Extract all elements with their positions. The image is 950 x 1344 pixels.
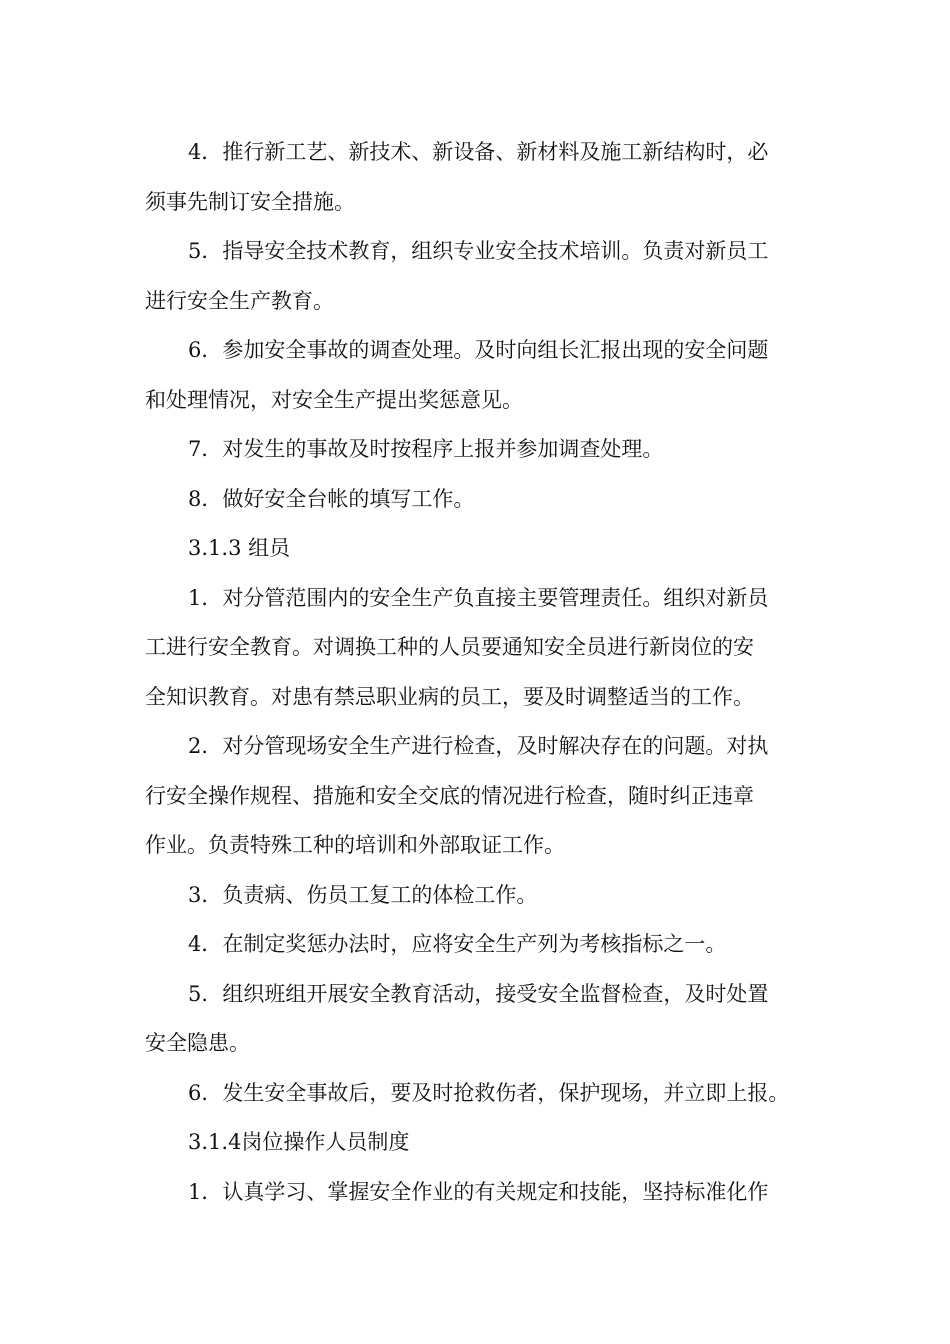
text-line: 1．对分管范围内的安全生产负直接主要管理责任。组织对新员 xyxy=(188,585,769,610)
text-line: 安全隐患。 xyxy=(145,1031,250,1055)
text-line: 工进行安全教育。对调换工种的人员要通知安全员进行新岗位的安 xyxy=(145,635,754,659)
text-line: 须事先制订安全措施。 xyxy=(145,189,355,214)
text-line: 5．组织班组开展安全教育活动，接受安全监督检查，及时处置 xyxy=(188,981,769,1006)
text-line: 6．参加安全事故的调查处理。及时向组长汇报出现的安全问题 xyxy=(188,338,769,362)
text-line: 1．认真学习、掌握安全作业的有关规定和技能，坚持标准化作 xyxy=(188,1179,769,1204)
text-line: 7．对发生的事故及时按程序上报并参加调查处理。 xyxy=(188,437,664,461)
text-line: 进行安全生产教育。 xyxy=(145,288,334,313)
text-line: 作业。负责特殊工种的培训和外部取证工作。 xyxy=(145,833,565,857)
text-line: 8．做好安全台帐的填写工作。 xyxy=(188,486,475,511)
text-line: 3．负责病、伤员工复工的体检工作。 xyxy=(188,882,538,907)
text-line: 全知识教育。对患有禁忌职业病的员工，要及时调整适当的工作。 xyxy=(145,684,754,709)
text-line: 4．在制定奖惩办法时，应将安全生产列为考核指标之一。 xyxy=(188,932,727,956)
text-line: 3.1.4岗位操作人员制度 xyxy=(188,1130,410,1154)
text-line: 5．指导安全技术教育，组织专业安全技术培训。负责对新员工 xyxy=(188,239,769,263)
text-line: 3.1.3 组员 xyxy=(188,536,291,560)
text-line: 行安全操作规程、措施和安全交底的情况进行检查，随时纠正违章 xyxy=(145,783,754,808)
text-line: 和处理情况，对安全生产提出奖惩意见。 xyxy=(145,387,523,412)
text-line: 4．推行新工艺、新技术、新设备、新材料及施工新结构时，必 xyxy=(188,140,769,164)
text-line: 6．发生安全事故后，要及时抢救伤者，保护现场，并立即上报。 xyxy=(188,1080,790,1105)
document-body xyxy=(145,128,815,1217)
text-line: 2．对分管现场安全生产进行检查，及时解决存在的问题。对执 xyxy=(188,734,769,758)
